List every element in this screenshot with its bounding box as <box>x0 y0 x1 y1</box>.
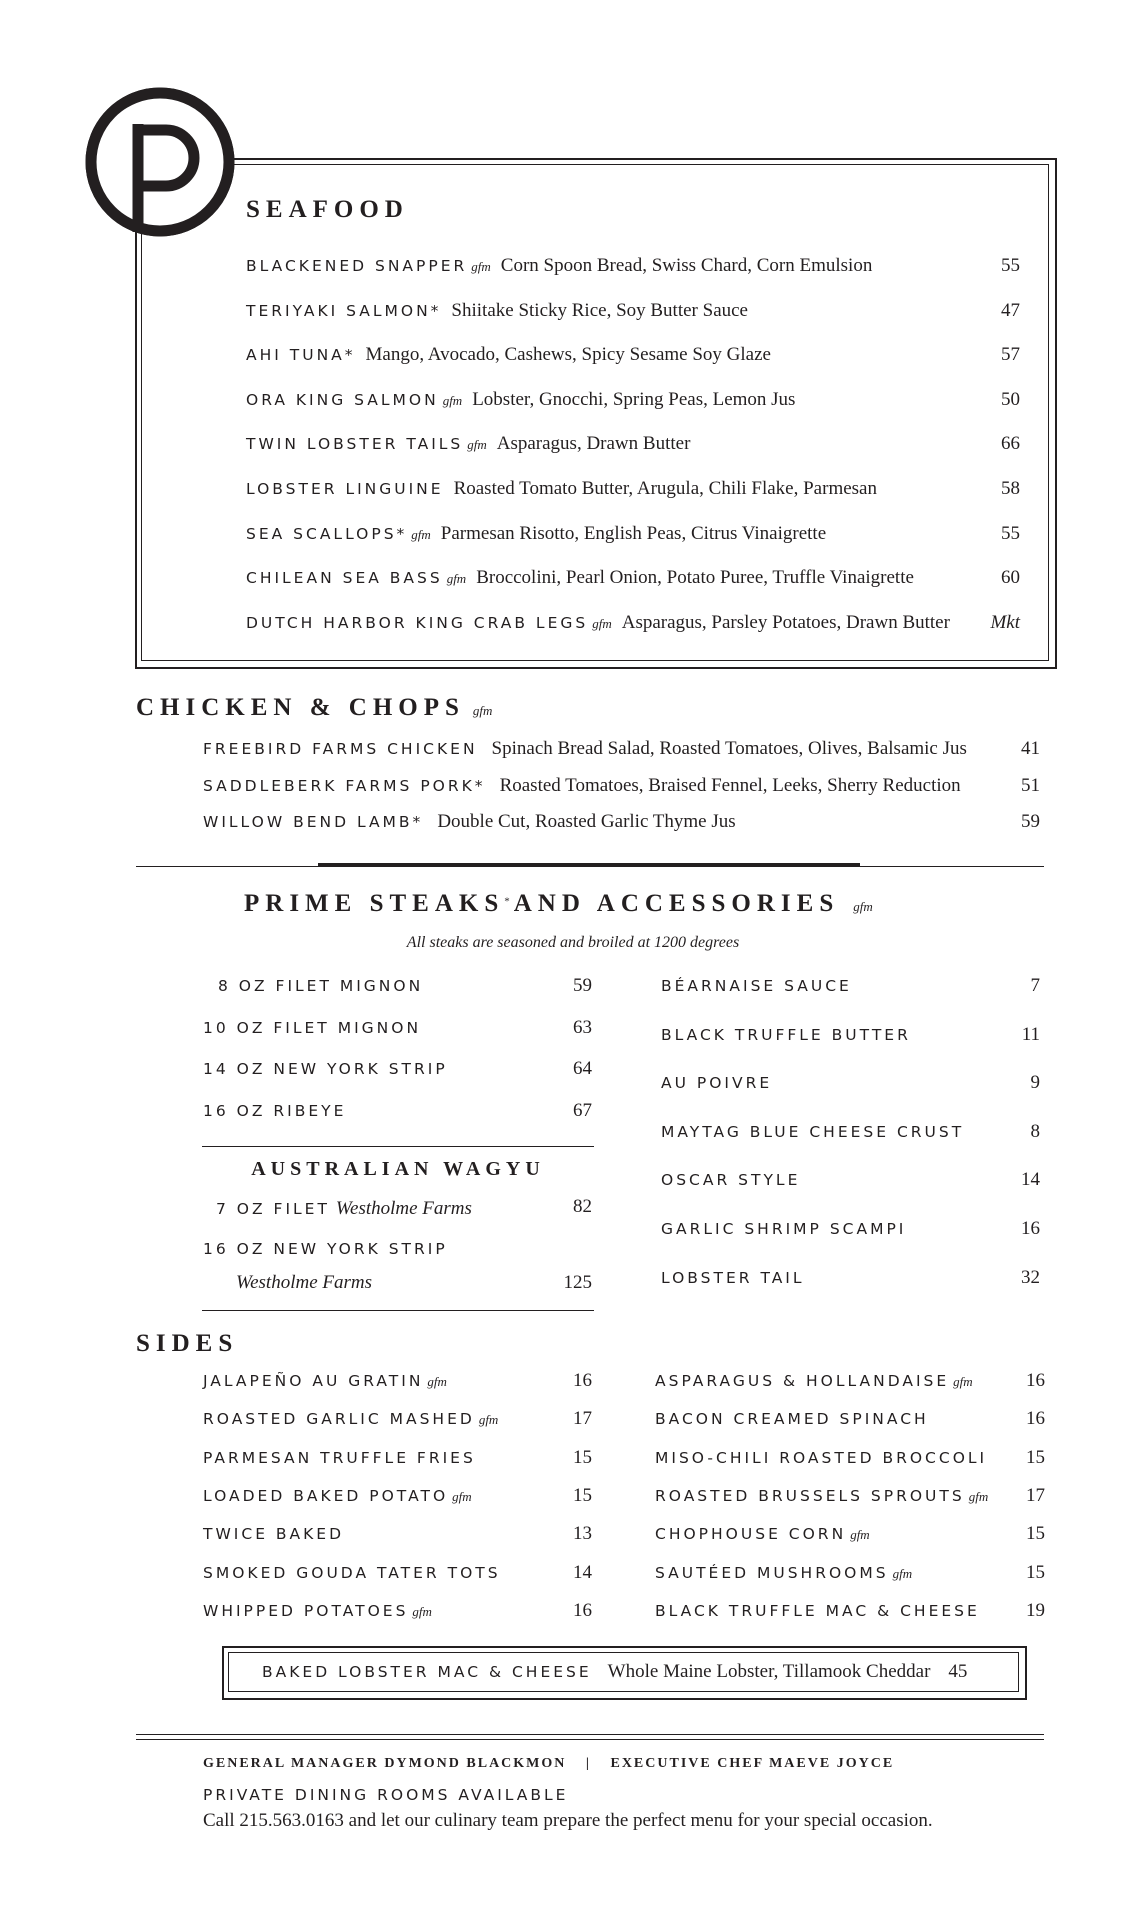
seafood-item-price: 50 <box>1001 388 1020 410</box>
side-item-name: MISO-CHILI ROASTED BROCCOLI <box>655 1448 988 1467</box>
side-item-name: ROASTED GARLIC MASHED <box>203 1410 475 1429</box>
seafood-item-desc: Asparagus, Parsley Potatoes, Drawn Butter <box>621 611 950 633</box>
seafood-item <box>246 389 795 411</box>
wagyu-item-price: 125 <box>563 1272 592 1293</box>
side-item <box>203 1602 432 1621</box>
gfm-tag: gfm <box>442 392 463 408</box>
side-item-name: TWICE BAKED <box>203 1525 345 1544</box>
side-item-name: BACON CREAMED SPINACH <box>655 1410 929 1429</box>
accessory-item-price: 7 <box>1030 975 1040 996</box>
seafood-item-name: AHI TUNA* <box>246 346 356 365</box>
side-item-name: ROASTED BRUSSELS SPROUTS <box>655 1486 965 1505</box>
side-item-price: 19 <box>1026 1599 1045 1621</box>
side-item-price: 16 <box>573 1599 592 1621</box>
seafood-item-desc: Parmesan Risotto, English Peas, Citrus Vinaigrette <box>440 522 827 544</box>
footer-rule-2 <box>136 1739 1044 1740</box>
side-item-price: 14 <box>573 1561 592 1583</box>
side-item-price: 15 <box>1026 1446 1045 1468</box>
seafood-item-desc: Lobster, Gnocchi, Spring Peas, Lemon Jus <box>472 388 796 410</box>
seafood-item <box>246 478 877 500</box>
gfm-tag: gfm <box>452 1488 472 1504</box>
side-item <box>655 1564 912 1583</box>
seafood-item-name: LOBSTER LINGUINE <box>246 480 444 498</box>
accessory-item-name: MAYTAG BLUE CHEESE CRUST <box>661 1122 965 1141</box>
steak-item-name: 10 OZ FILET MIGNON <box>203 1019 422 1037</box>
side-item-price: 16 <box>1026 1370 1045 1391</box>
side-item <box>655 1602 980 1621</box>
wagyu-item-name: 16 OZ NEW YORK STRIP <box>203 1240 448 1258</box>
footer-call: Call 215.563.0163 and let our culinary team prepare the perfect menu for your special occasion. <box>203 1810 933 1831</box>
side-item-price: 15 <box>573 1446 592 1468</box>
accessory-item-name: OSCAR STYLE <box>661 1171 801 1190</box>
seafood-item <box>246 344 771 366</box>
gfm-tag: gfm <box>892 1565 913 1581</box>
seafood-item-desc: Shiitake Sticky Rice, Soy Butter Sauce <box>451 299 748 321</box>
side-item <box>655 1525 870 1544</box>
gfm-tag: gfm <box>471 259 491 274</box>
steaks-heading <box>244 890 873 918</box>
side-item-name: WHIPPED POTATOES <box>203 1601 409 1620</box>
wagyu-bottom-rule <box>202 1310 594 1311</box>
wagyu-item-farm: Westholme Farms <box>335 1198 472 1219</box>
side-item-name: BLACK TRUFFLE MAC & CHEESE <box>655 1601 980 1620</box>
side-item <box>203 1372 447 1391</box>
chicken-item-price: 51 <box>1021 774 1040 796</box>
accessory-item-name: AU POIVRE <box>661 1074 773 1093</box>
divider-bar <box>318 863 860 867</box>
steak-item-name: 14 OZ NEW YORK STRIP <box>203 1060 448 1078</box>
side-item-name: PARMESAN TRUFFLE FRIES <box>203 1448 476 1467</box>
steaks-note: All steaks are seasoned and broiled at 1200 degrees <box>406 934 740 951</box>
steak-item-price: 59 <box>573 975 592 996</box>
side-item <box>655 1410 929 1429</box>
chicken-item-name: SADDLEBERK FARMS PORK* <box>203 776 486 795</box>
feature-item <box>262 1661 967 1683</box>
gfm-tag: gfm <box>411 526 431 542</box>
footer-rule-1 <box>136 1734 1044 1735</box>
accessory-item-name: GARLIC SHRIMP SCAMPI <box>661 1220 907 1238</box>
footer-sep: | <box>585 1756 591 1771</box>
seafood-item-price: 60 <box>1001 567 1020 589</box>
side-item <box>203 1525 344 1544</box>
gfm-tag: gfm <box>446 571 467 587</box>
chicken-item-name: FREEBIRD FARMS CHICKEN <box>203 740 478 758</box>
feature-price: 45 <box>948 1661 968 1682</box>
feature-desc: Whole Maine Lobster, Tillamook Cheddar <box>607 1661 931 1682</box>
footer-staff <box>203 1756 894 1772</box>
seafood-item <box>246 300 748 322</box>
seafood-heading: SEAFOOD <box>246 196 409 223</box>
side-item-name: SAUTÉED MUSHROOMS <box>655 1563 889 1582</box>
seafood-item <box>246 255 872 277</box>
chicken-heading <box>136 694 492 722</box>
accessory-item-price: 16 <box>1021 1218 1040 1239</box>
gfm-tag: gfm <box>467 437 487 453</box>
chicken-item-price: 59 <box>1021 811 1040 832</box>
chicken-item-desc: Roasted Tomatoes, Braised Fennel, Leeks, Sherry Reduction <box>499 774 961 796</box>
gfm-tag: gfm <box>850 1527 870 1543</box>
chicken-title: CHICKEN & CHOPS <box>136 694 465 721</box>
side-item-price: 15 <box>1026 1561 1045 1583</box>
side-item-price: 16 <box>573 1370 592 1391</box>
wagyu-item-name: 7 OZ FILET <box>216 1200 330 1218</box>
seafood-item-price: 47 <box>1001 299 1020 321</box>
seafood-item-price: 58 <box>1001 478 1020 499</box>
chicken-item <box>203 811 736 833</box>
seafood-item-name: TERIYAKI SALMON* <box>246 301 442 320</box>
seafood-item-name: SEA SCALLOPS* <box>246 524 408 543</box>
wagyu-top-rule <box>202 1146 594 1147</box>
side-item-price: 15 <box>1026 1523 1045 1545</box>
accessory-item-name: BLACK TRUFFLE BUTTER <box>661 1025 911 1044</box>
gfm-tag: gfm <box>412 1603 432 1619</box>
side-item-price: 17 <box>573 1408 592 1430</box>
footer-gm: GENERAL MANAGER DYMOND BLACKMON <box>203 1756 567 1771</box>
seafood-item-price: 66 <box>1001 433 1020 455</box>
steak-item-name: 16 OZ RIBEYE <box>203 1102 347 1120</box>
chicken-item <box>203 775 961 797</box>
seafood-item-price: 55 <box>1001 522 1020 544</box>
accessory-item-price: 14 <box>1021 1169 1040 1191</box>
seafood-item <box>246 612 950 634</box>
gfm-tag: gfm <box>592 615 612 631</box>
seafood-item-desc: Asparagus, Drawn Butter <box>496 433 691 455</box>
side-item-price: 17 <box>1026 1484 1045 1506</box>
side-item <box>655 1372 973 1391</box>
steak-item-price: 63 <box>573 1017 592 1038</box>
side-item-name: CHOPHOUSE CORN <box>655 1525 847 1544</box>
steaks-title-a: PRIME STEAKS <box>244 890 505 917</box>
seafood-item-name: TWIN LOBSTER TAILS <box>246 435 464 454</box>
side-item <box>655 1487 988 1506</box>
seafood-item <box>246 523 826 545</box>
accessory-item-price: 9 <box>1030 1072 1040 1094</box>
steaks-gfm-tag: gfm <box>853 899 873 914</box>
side-item <box>203 1449 476 1468</box>
accessory-item-price: 8 <box>1030 1120 1040 1142</box>
seafood-item-desc: Corn Spoon Bread, Swiss Chard, Corn Emulsion <box>500 255 873 276</box>
steak-item-name: 8 OZ FILET MIGNON <box>218 977 424 995</box>
gfm-tag: gfm <box>427 1374 447 1389</box>
steaks-title-b: AND ACCESSORIES <box>513 890 840 917</box>
side-item <box>203 1487 472 1506</box>
gfm-tag: gfm <box>478 1412 499 1428</box>
seafood-item-name: DUTCH HARBOR KING CRAB LEGS <box>246 613 589 632</box>
seafood-item <box>246 433 690 455</box>
chicken-gfm-tag: gfm <box>472 703 493 718</box>
footer-chef: EXECUTIVE CHEF MAEVE JOYCE <box>610 1756 895 1771</box>
accessory-item-name: BÉARNAISE SAUCE <box>661 977 852 995</box>
gfm-tag: gfm <box>953 1374 973 1389</box>
chicken-item-price: 41 <box>1021 738 1040 759</box>
steaks-asterisk: * <box>504 895 510 908</box>
seafood-item-price: 55 <box>1001 255 1020 276</box>
side-item-price: 16 <box>1026 1408 1045 1430</box>
side-item-price: 15 <box>573 1484 592 1506</box>
side-item-name: LOADED BAKED POTATO <box>203 1486 449 1505</box>
accessory-item-price: 11 <box>1021 1023 1040 1045</box>
side-item <box>203 1564 501 1583</box>
feature-name: BAKED LOBSTER MAC & CHEESE <box>262 1663 592 1681</box>
chicken-item-desc: Spinach Bread Salad, Roasted Tomatoes, Olives, Balsamic Jus <box>491 738 967 759</box>
wagyu-heading: AUSTRALIAN WAGYU <box>251 1158 545 1180</box>
side-item <box>655 1449 987 1468</box>
wagyu-item-price: 82 <box>573 1196 592 1217</box>
gfm-tag: gfm <box>968 1488 989 1504</box>
seafood-item-price: Mkt <box>990 611 1020 633</box>
seafood-item <box>246 567 914 589</box>
chicken-item <box>203 738 967 760</box>
seafood-item-name: BLACKENED SNAPPER <box>246 257 468 275</box>
seafood-item-desc: Broccolini, Pearl Onion, Potato Puree, Truffle Vinaigrette <box>476 567 914 589</box>
seafood-item-price: 57 <box>1001 344 1020 366</box>
steak-item-price: 67 <box>573 1100 592 1121</box>
steak-item-price: 64 <box>573 1058 592 1079</box>
accessory-item-price: 32 <box>1021 1266 1040 1288</box>
accessory-item-name: LOBSTER TAIL <box>661 1268 805 1287</box>
wagyu-item <box>216 1198 472 1220</box>
footer-private: PRIVATE DINING ROOMS AVAILABLE <box>203 1786 569 1804</box>
seafood-item-desc: Mango, Avocado, Cashews, Spicy Sesame Soy Glaze <box>365 344 771 366</box>
seafood-item-desc: Roasted Tomato Butter, Arugula, Chili Flake, Parmesan <box>453 478 877 499</box>
sides-heading: SIDES <box>136 1330 239 1357</box>
wagyu-item-farm: Westholme Farms <box>236 1272 372 1293</box>
logo-overlay <box>82 84 238 240</box>
chicken-item-desc: Double Cut, Roasted Garlic Thyme Jus <box>437 811 736 832</box>
side-item-name: JALAPEÑO AU GRATIN <box>203 1372 424 1390</box>
side-item <box>203 1410 498 1429</box>
chicken-item-name: WILLOW BEND LAMB* <box>203 813 424 831</box>
seafood-item-name: ORA KING SALMON <box>246 390 439 409</box>
seafood-item-name: CHILEAN SEA BASS <box>246 569 443 588</box>
side-item-price: 13 <box>573 1523 592 1545</box>
side-item-name: ASPARAGUS & HOLLANDAISE <box>655 1372 950 1390</box>
side-item-name: SMOKED GOUDA TATER TOTS <box>203 1563 501 1582</box>
